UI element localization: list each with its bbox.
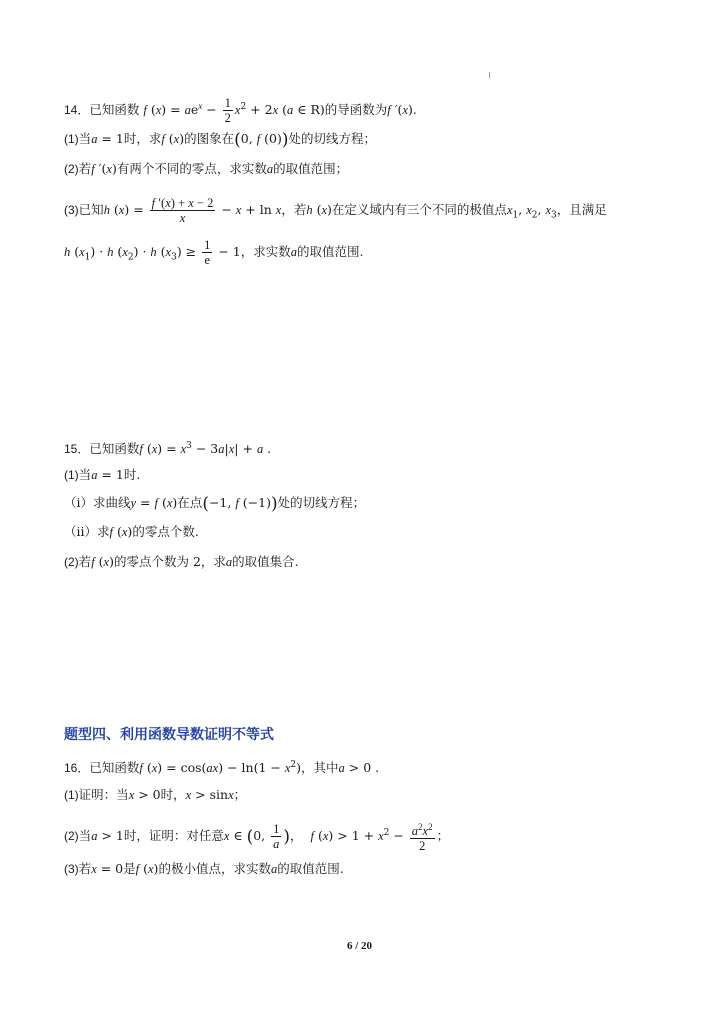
q14-part2: (2)若f ′(x)有两个不同的零点，求实数a的取值范围； [64,161,349,176]
q15-sub-i: （i）求曲线y = f (x)在点(−1, f (−1))处的切线方程； [64,494,366,514]
q16-stem: 16．已知函数f $(x) = \cos(ax) - \ln(1 - x^2)$，其中a > 0 . [64,760,380,776]
frac-h: $\frac{f '(x) + x - 2}{x}$ [151,196,214,225]
q16-part2: (2)当a > 1时，证明：对任意x ∈ (0, $\frac{1}{a}$ )， f $(x) > 1 + x^2$ − $\frac{a^2x^2}{2}$ ； [64,822,450,854]
frac-inv-a: $\frac{1}{a}$ [273,822,280,852]
q16-number: 16． [64,761,90,776]
q15-part1: (1)当a = 1时. [64,467,141,482]
frac-half: $\frac{1}{2}$ [224,96,231,125]
q14-formula: f [143,103,147,117]
q15-sub-ii: （ii）求f (x)的零点个数. [64,524,199,539]
frac-a2x2: $\frac{a^2x^2}{2}$ [411,822,433,854]
q14-number: 14． [64,103,90,117]
q15-part2: (2)若f (x)的零点个数为 2，求a的取值集合. [64,554,299,569]
q16-part1: (1)证明：当x > 0时，x > sinx； [64,787,247,802]
page-number: 6 / 20 [346,940,373,952]
section-heading: 题型四、利用函数导数证明不等式 [64,727,274,743]
frac-inv-e: $\frac{1}{e}$ [204,238,211,267]
margin-mark [489,72,490,78]
q14-stem: 14．已知函数 f $(x) = ae^x$ − $\frac{1}{2}$ $x^2 + 2x$ (a ∈ R)的导函数为f ′(x). [64,96,417,125]
q14-part1: (1)当a = 1时，求f (x)的图象在(0, f (0))处的切线方程； [64,130,377,150]
q15-number: 15． [64,442,90,457]
q14-part3: (3)已知h (x) = $\frac{f '(x) + x - 2}{x}$ − x + ln x，若h (x)在定义域内有三个不同的极值点$x_1$, $x_2$, $x_3$，且满足 [64,196,607,225]
q16-part3: (3)若x = 0是f (x)的极小值点，求实数a的取值范围. [64,861,344,876]
q15-stem: 15．已知函数f $(x) = x^3 - 3a|x| + a$ . [64,441,272,457]
q14-part3-cont: h $(x_1) \cdot h$ $(x_2) \cdot h$ $(x_3)$ ≥ $\frac{1}{e}$ − 1，求实数a的取值范围. [64,238,364,267]
